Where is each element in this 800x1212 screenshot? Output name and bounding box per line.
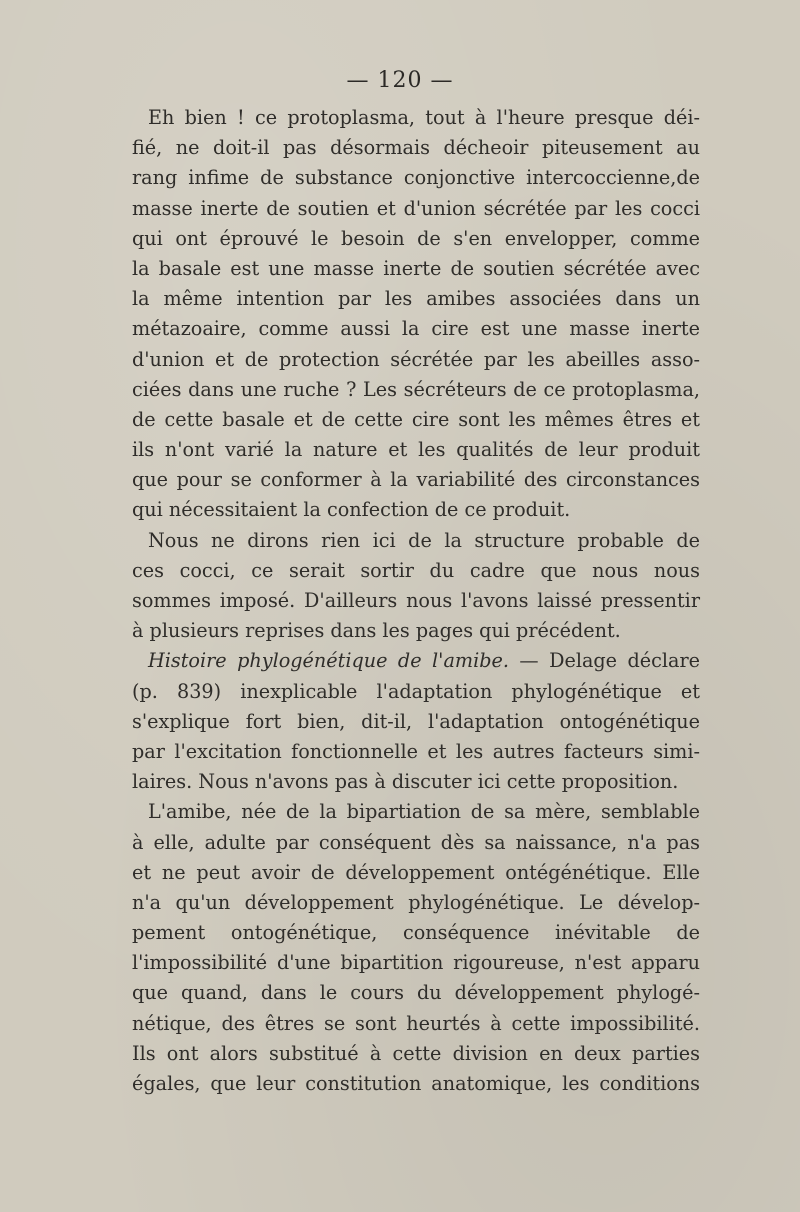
text-line [132, 435, 700, 465]
text-line [132, 103, 700, 133]
text-line-content: sommes imposé. D'ailleurs nous l'avons laissé pressentir [132, 589, 700, 612]
text-line [132, 314, 700, 344]
text-line [132, 586, 700, 616]
text-line-content: ciées dans une ruche ? Les sécréteurs de ce protoplasma, [132, 377, 700, 401]
text-line-content: que quand, dans le cours du développement phylogé- [132, 981, 700, 1005]
text-line [132, 194, 700, 224]
text-line [132, 224, 700, 254]
text-line [132, 888, 700, 918]
text-line-content: L'amibe, née de la bipartiation de sa mère, semblable [148, 800, 700, 824]
text-line-content: ils n'ont varié la nature et les qualités de leur produit [132, 438, 700, 462]
text-line-content: que pour se conformer à la variabilité des circonstances [132, 468, 700, 492]
text-line-content: rang infime de substance conjonctive intercoccienne,de [132, 166, 700, 190]
section-heading-italic: Histoire phylogénétique de l'amibe. [148, 649, 509, 673]
text-line-content: l'impossibilité d'une bipartition rigoureuse, n'est apparu [132, 951, 700, 975]
text-line [132, 556, 700, 586]
text-line-content: ces cocci, ce serait sortir du cadre que nous nous [132, 558, 700, 582]
text-line [132, 133, 700, 163]
text-line [132, 163, 700, 193]
text-line [132, 797, 700, 827]
text-line-content: n'a qu'un développement phylogénétique. Le dévelop- [132, 890, 700, 914]
text-line-content: et ne peut avoir de développement ontégénétique. Elle [132, 860, 700, 884]
text-line-content: de cette basale et de cette cire sont les mêmes êtres et [132, 407, 700, 431]
text-line-content: fié, ne doit-il pas désormais décheoir piteusement au [132, 136, 700, 160]
text-line-content: métazoaire, comme aussi la cire est une masse inerte [132, 317, 700, 341]
text-line-content: Nous ne dirons rien ici de la structure probable de [148, 528, 700, 552]
text-line-content: Eh bien ! ce protoplasma, tout à l'heure presque déi- [148, 106, 700, 129]
text-line [132, 1039, 700, 1069]
text-line-content: qui ont éprouvé le besoin de s'en envelopper, comme [132, 226, 700, 250]
text-line-content: par l'excitation fonctionnelle et les autres facteurs simi- [132, 739, 700, 763]
text-line-content: (p. 839) inexplicable l'adaptation phylogénétique et [132, 679, 700, 703]
text-line [132, 1009, 700, 1039]
text-line [132, 375, 700, 405]
text-line [132, 677, 700, 707]
text-line [132, 918, 700, 948]
text-line [132, 978, 700, 1008]
text-line [132, 284, 700, 314]
text-line [132, 405, 700, 435]
text-line-content: à elle, adulte par conséquent dès sa naissance, n'a pas [132, 830, 700, 854]
text-line [132, 858, 700, 888]
text-line [132, 495, 700, 525]
text-line-content: nétique, des êtres se sont heurtés à cette impossibilité. [132, 1011, 700, 1035]
text-line-content: qui nécessitaient la confection de ce produit. [132, 498, 571, 522]
text-line [132, 737, 700, 767]
text-line-content: s'explique fort bien, dit-il, l'adaptation ontogénétique [132, 709, 700, 733]
body-text [132, 103, 700, 1099]
text-line [132, 828, 700, 858]
text-line-content: la basale est une masse inerte de soutien sécrétée avec [132, 256, 700, 280]
text-line-content: laires. Nous n'avons pas à discuter ici cette proposition. [132, 770, 679, 794]
text-line [132, 767, 700, 797]
text-line-content: — Delage déclare [508, 649, 700, 673]
text-line [132, 465, 700, 495]
text-line [132, 345, 700, 375]
text-line [132, 646, 700, 676]
text-line-content: pement ontogénétique, conséquence inévitable de [132, 921, 700, 945]
text-line-content: à plusieurs reprises dans les pages qui précédent. [132, 619, 621, 643]
text-line-content: masse inerte de soutien et d'union sécrétée par les cocci [132, 196, 700, 220]
text-line-content: la même intention par les amibes associées dans un [132, 287, 700, 311]
text-line [132, 707, 700, 737]
text-line [132, 616, 700, 646]
page-number: — 120 — [346, 68, 454, 93]
text-line [132, 526, 700, 556]
text-line [132, 1069, 700, 1099]
text-line [132, 948, 700, 978]
text-line-content: égales, que leur constitution anatomique, les conditions [132, 1072, 700, 1095]
text-line-content: d'union et de protection sécrétée par les abeilles asso- [132, 347, 700, 371]
text-line [132, 254, 700, 284]
text-line-content: Ils ont alors substitué à cette division en deux parties [132, 1041, 700, 1065]
